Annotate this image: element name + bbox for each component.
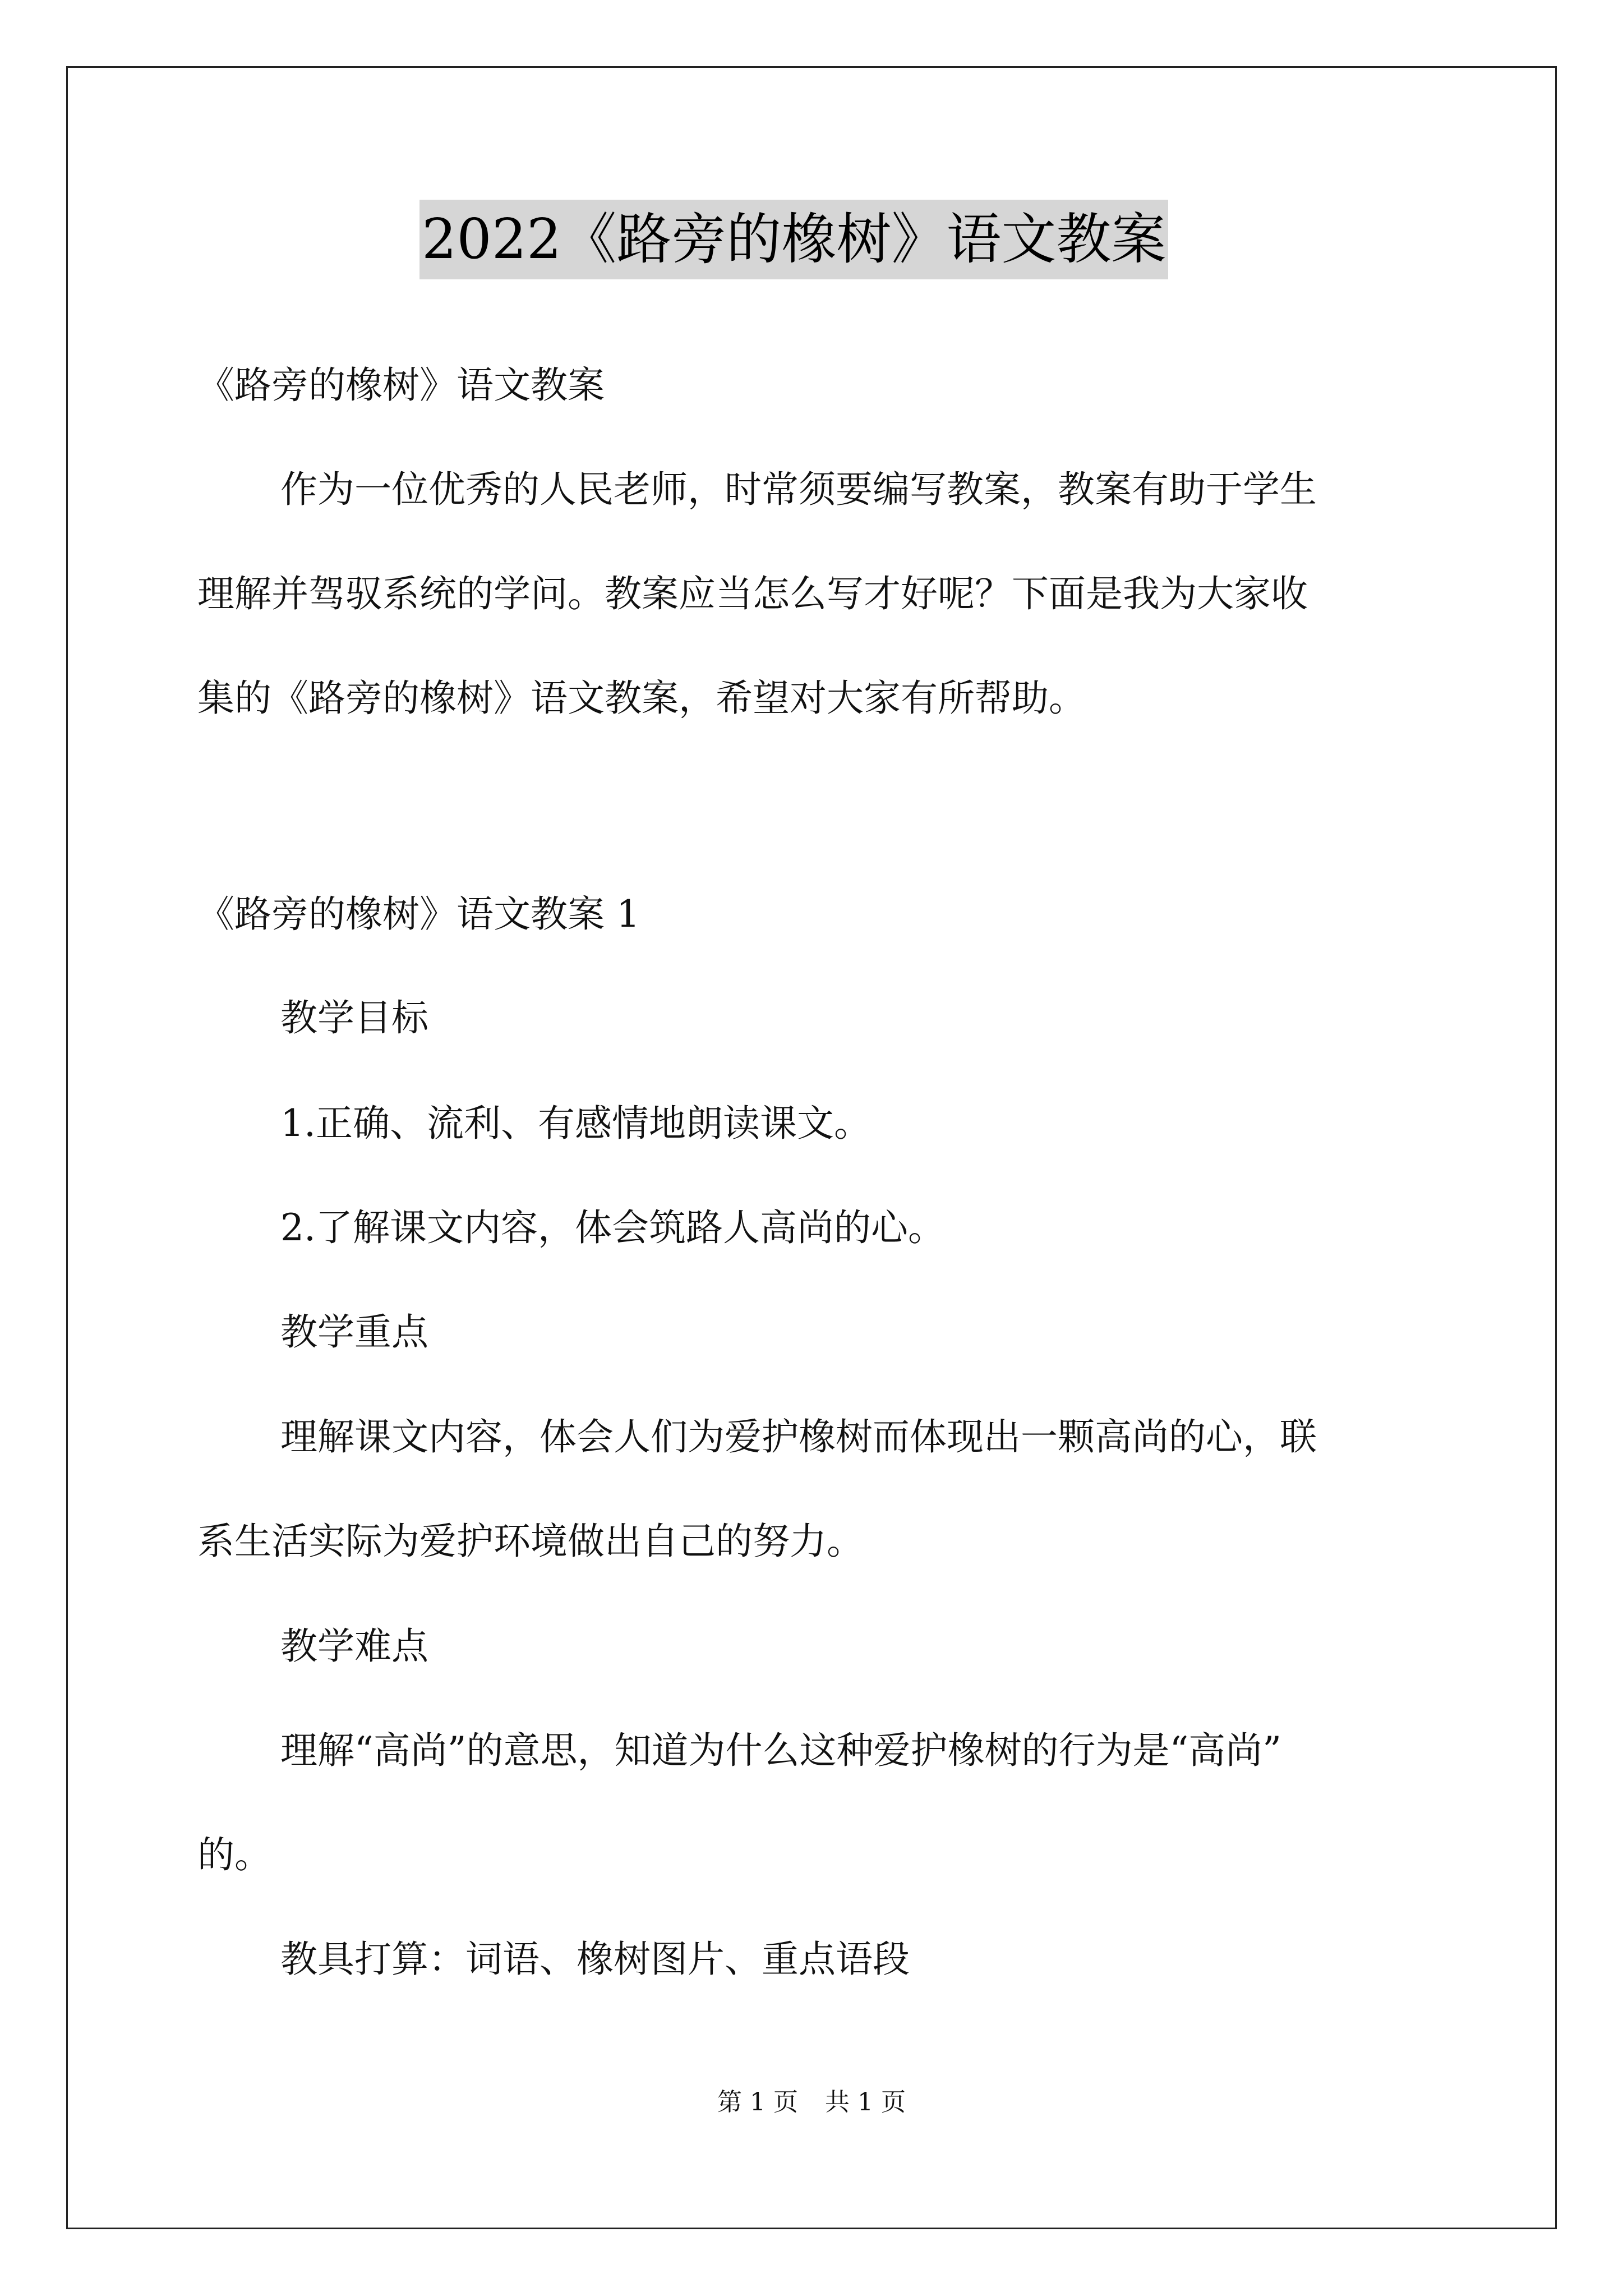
- key-point-line-1: 理解课文内容，体会人们为爱护橡树而体现出一颗高尚的心，联: [280, 1415, 1317, 1458]
- objective-2: 2.了解课文内容，体会筑路人高尚的心。: [280, 1206, 945, 1249]
- document-title: 2022《路旁的橡树》语文教案: [419, 200, 1168, 279]
- key-point-line-2: 系生活实际为爱护环境做出自己的努力。: [197, 1520, 864, 1563]
- heading-difficulties: 教学难点: [280, 1625, 428, 1668]
- page-number: 第 1 页: [717, 2088, 798, 2116]
- heading-key-points: 教学重点: [280, 1310, 428, 1354]
- heading-objectives: 教学目标: [280, 996, 428, 1039]
- difficulty-line-2: 的。: [197, 1833, 271, 1876]
- intro-line-2: 理解并驾驭系统的学问。教案应当怎么写才好呢？下面是我为大家收: [197, 572, 1308, 615]
- intro-line-1: 作为一位优秀的人民老师，时常须要编写教案，教案有助于学生: [280, 468, 1317, 511]
- difficulty-line-1: 理解“高尚”的意思，知道为什么这种爱护橡树的行为是“高尚”: [280, 1729, 1281, 1772]
- objective-1: 1.正确、流利、有感情地朗读课文。: [280, 1102, 871, 1145]
- page-total: 共 1 页: [825, 2088, 906, 2116]
- section-heading: 《路旁的橡树》语文教案 1: [197, 892, 640, 936]
- page-footer: [0, 2086, 1623, 2119]
- intro-line-3: 集的《路旁的橡树》语文教案，希望对大家有所帮助。: [197, 677, 1086, 720]
- subtitle-line: 《路旁的橡树》语文教案: [197, 364, 605, 407]
- teaching-aids-line: 教具打算：词语、橡树图片、重点语段: [280, 1938, 910, 1981]
